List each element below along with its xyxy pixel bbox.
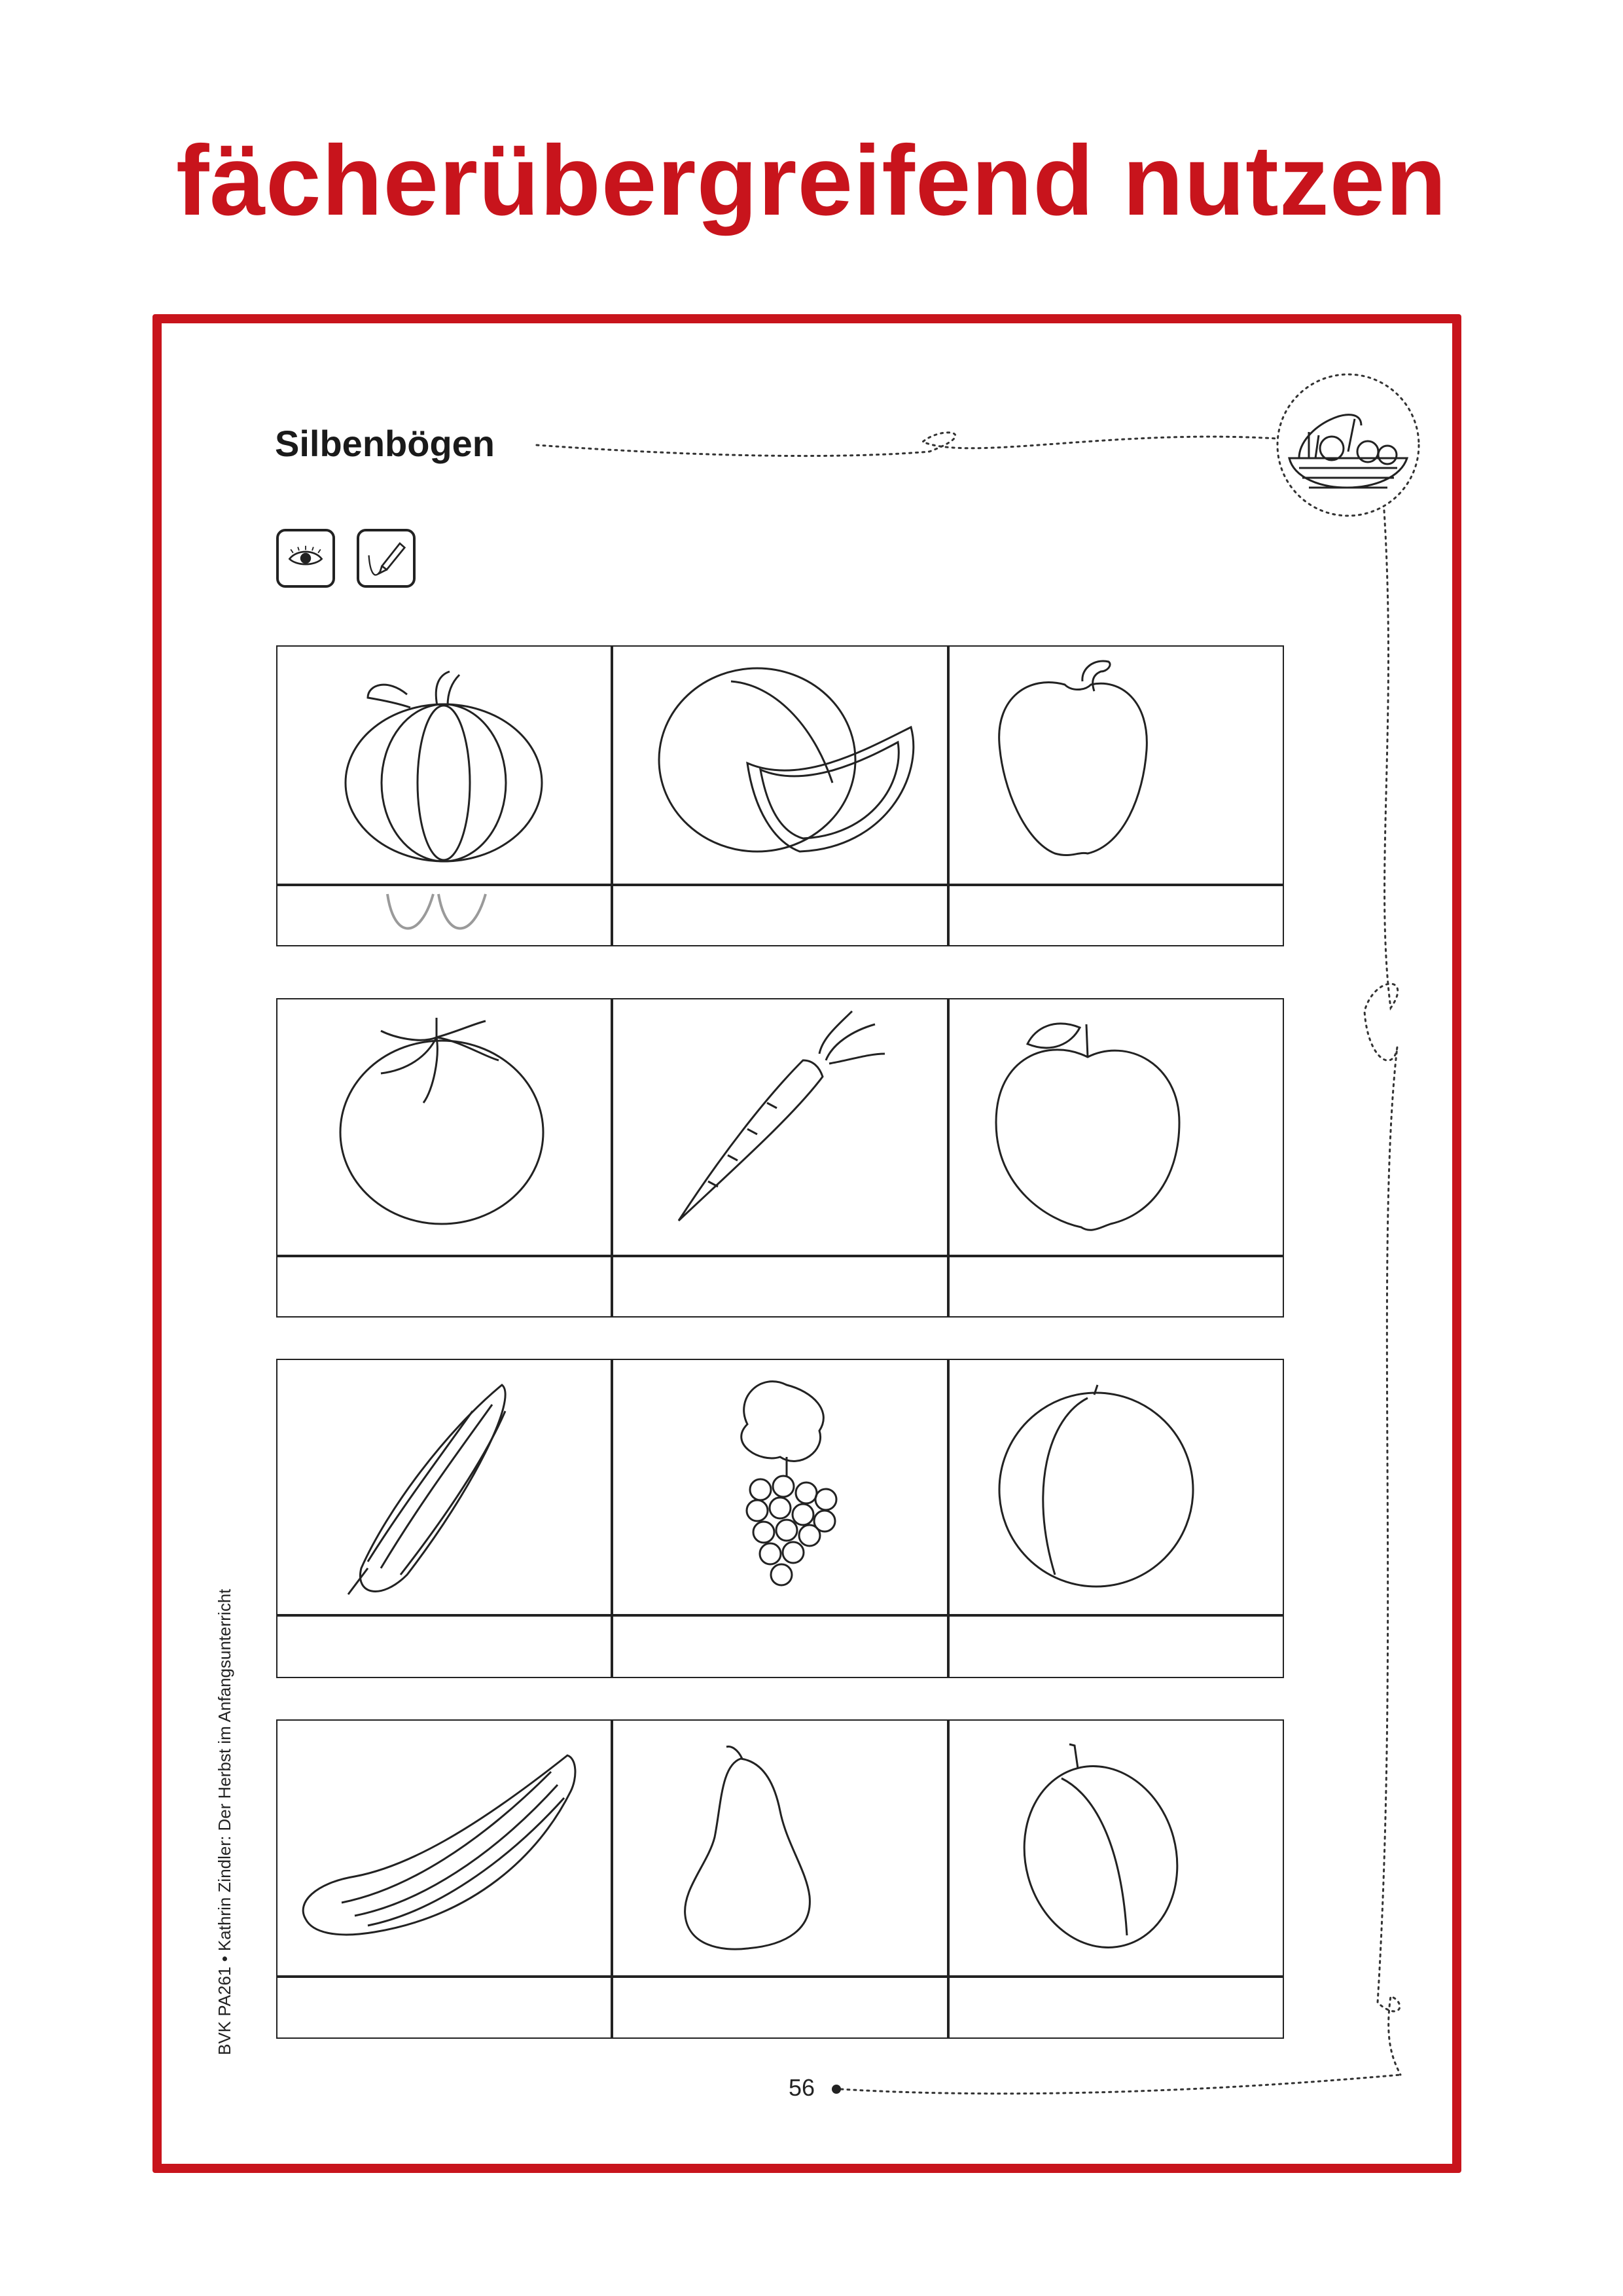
melon-picture bbox=[659, 668, 914, 852]
peach-picture bbox=[999, 1385, 1193, 1587]
grapes-picture bbox=[741, 1382, 836, 1585]
eye-icon bbox=[279, 531, 332, 585]
picture-row-1 bbox=[276, 645, 1284, 946]
picture-row-2 bbox=[276, 998, 1284, 1318]
apple-picture bbox=[996, 1024, 1179, 1230]
pumpkin-picture bbox=[346, 672, 542, 861]
eye-task-icon-box bbox=[276, 529, 335, 588]
plum-picture bbox=[1005, 1744, 1198, 1965]
bell-pepper-picture bbox=[999, 661, 1147, 855]
carrot-picture bbox=[679, 1011, 885, 1221]
cucumber-picture bbox=[303, 1755, 575, 1935]
pencil-task-icon-box bbox=[357, 529, 416, 588]
page-headline: fächerübergreifend nutzen bbox=[175, 125, 1448, 236]
page-number: 56 bbox=[789, 2074, 815, 2101]
picture-row-4 bbox=[276, 1719, 1284, 2039]
corn-picture bbox=[348, 1385, 505, 1594]
picture-row-3 bbox=[276, 1359, 1284, 1678]
publisher-sidenote: BVK PA261 • Kathrin Zindler: Der Herbst im Anfangsunterricht bbox=[215, 1588, 234, 2055]
tomato-picture bbox=[340, 1018, 543, 1224]
pencil-icon bbox=[359, 531, 413, 585]
worksheet-title: Silbenbögen bbox=[275, 423, 495, 464]
example-syllable-arcs bbox=[387, 894, 486, 929]
pear-picture bbox=[685, 1747, 810, 1950]
